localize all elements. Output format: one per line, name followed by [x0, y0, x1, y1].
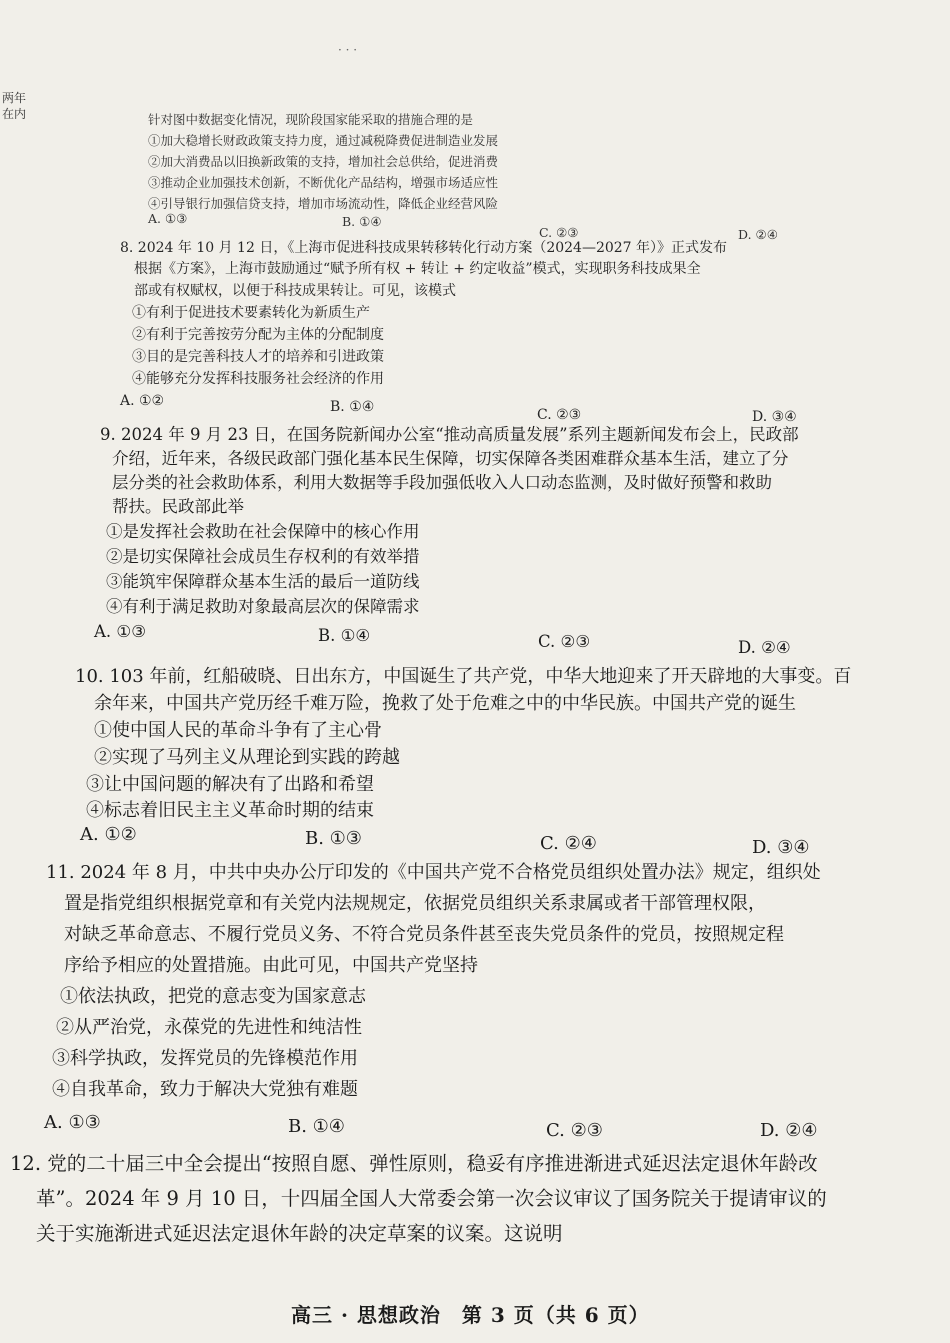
question-stem: 10. 103 年前，红船破晓、日出东方，中国诞生了共产党，中华大地迎来了开天辟地的大事变。百 — [75, 666, 852, 687]
question-option: ①是发挥社会救助在社会保障中的核心作用 — [106, 522, 420, 541]
answer-choice-b: B. ①④ — [318, 626, 371, 645]
question-stem: 11. 2024 年 8 月，中共中央办公厅印发的《中国共产党不合格党员组织处置办法》规定，组织处 — [46, 862, 821, 883]
margin-note: 两年 — [2, 91, 27, 105]
question-option: ④标志着旧民主主义革命时期的结束 — [86, 800, 374, 821]
question-option: ④自我革命，致力于解决大党独有难题 — [52, 1079, 358, 1100]
question-option: ③目的是完善科技人才的培养和引进政策 — [132, 349, 384, 365]
question-option: ①有利于促进技术要素转化为新质生产 — [132, 305, 370, 321]
question-option: ①加大稳增长财政政策支持力度，通过减税降费促进制造业发展 — [148, 133, 499, 148]
answer-choice-b: B. ①③ — [305, 828, 362, 849]
question-stem: 部或有权赋权，以便于科技成果转让。可见，该模式 — [134, 283, 456, 299]
question-stem: 针对图中数据变化情况，现阶段国家能采取的措施合理的是 — [148, 112, 474, 127]
answer-choice-c: C. ②③ — [538, 632, 591, 651]
question-stem: 革”。2024 年 9 月 10 日，十四届全国人大常委会第一次会议审议了国务院关于提请审议的 — [36, 1187, 827, 1210]
question-option: ④有利于满足救助对象最高层次的保障需求 — [106, 597, 420, 616]
answer-choice-a: A. ①③ — [94, 622, 146, 641]
answer-choice-d: D. ③④ — [752, 409, 797, 425]
question-stem: 对缺乏革命意志、不履行党员义务、不符合党员条件甚至丧失党员条件的党员，按照规定程 — [64, 924, 784, 945]
question-option: ①依法执政，把党的意志变为国家意志 — [60, 986, 366, 1007]
question-stem: 余年来，中国共产党历经千难万险，挽救了处于危难之中的中华民族。中国共产党的诞生 — [94, 693, 796, 714]
question-stem: 根据《方案》，上海市鼓励通过“赋予所有权 + 转让 + 约定收益”模式，实现职务科技成果全 — [134, 261, 701, 277]
answer-choice-a: A. ①② — [80, 824, 137, 845]
question-stem: 介绍，近年来，各级民政部门强化基本民生保障，切实保障各类困难群众基本生活，建立了分 — [112, 449, 789, 468]
question-option: ③让中国问题的解决有了出路和希望 — [86, 774, 374, 795]
question-option: ①使中国人民的革命斗争有了主心骨 — [94, 720, 382, 741]
answer-choice-a: A. ①③ — [148, 211, 188, 226]
answer-choice-d: D. ②④ — [738, 638, 791, 657]
page-footer: 高三 · 思想政治 第 3 页（共 6 页） — [291, 1303, 650, 1327]
question-stem: 层分类的社会救助体系，利用大数据等手段加强低收入人口动态监测，及时做好预警和救助 — [112, 473, 772, 492]
question-stem: 置是指党组织根据党章和有关党内法规规定，依据党员组织关系隶属或者干部管理权限， — [64, 893, 766, 914]
question-option: ④能够充分发挥科技服务社会经济的作用 — [132, 371, 384, 387]
answer-choice-c: C. ②③ — [537, 407, 582, 423]
answer-choice-d: D. ②④ — [760, 1120, 818, 1141]
question-stem: 9. 2024 年 9 月 23 日，在国务院新闻办公室“推动高质量发展”系列主题新闻发布会上，民政部 — [100, 425, 799, 444]
answer-choice-b: B. ①④ — [342, 214, 382, 229]
answer-choice-a: A. ①③ — [44, 1112, 101, 1133]
question-stem: 8. 2024 年 10 月 12 日，《上海市促进科技成果转移转化行动方案（2024—2027 年）》正式发布 — [120, 240, 728, 256]
question-stem: 关于实施渐进式延迟法定退休年龄的决定草案的议案。这说明 — [36, 1222, 563, 1245]
answer-choice-d: D. ②④ — [738, 227, 778, 242]
answer-choice-d: D. ③④ — [752, 837, 810, 858]
answer-choice-c: C. ②③ — [539, 225, 579, 240]
question-option: ③科学执政，发挥党员的先锋模范作用 — [52, 1048, 358, 1069]
margin-note: 在内 — [2, 107, 27, 121]
answer-choice-c: C. ②④ — [540, 833, 597, 854]
question-option: ④引导银行加强信贷支持，增加市场流动性，降低企业经营风险 — [148, 196, 499, 211]
question-option: ②加大消费品以旧换新政策的支持，增加社会总供给，促进消费 — [148, 154, 499, 169]
question-option: ③能筑牢保障群众基本生活的最后一道防线 — [106, 572, 420, 591]
answer-choice-b: B. ①④ — [288, 1116, 345, 1137]
question-option: ②有利于完善按劳分配为主体的分配制度 — [132, 327, 384, 343]
answer-choice-b: B. ①④ — [330, 399, 375, 415]
question-stem: 序给予相应的处置措施。由此可见，中国共产党坚持 — [64, 955, 478, 976]
question-stem: 12. 党的二十届三中全会提出“按照自愿、弹性原则，稳妥有序推进渐进式延迟法定退休年龄改 — [10, 1152, 818, 1175]
answer-choice-a: A. ①② — [120, 393, 165, 409]
question-stem: 帮扶。民政部此举 — [112, 497, 244, 516]
question-option: ②是切实保障社会成员生存权利的有效举措 — [106, 547, 420, 566]
question-option: ②实现了马列主义从理论到实践的跨越 — [94, 747, 400, 768]
answer-choice-c: C. ②③ — [546, 1120, 603, 1141]
question-option: ②从严治党，永葆党的先进性和纯洁性 — [56, 1017, 362, 1038]
question-option: ③推动企业加强技术创新，不断优化产品结构，增强市场适应性 — [148, 175, 499, 190]
header-mark: · · · — [338, 43, 358, 57]
